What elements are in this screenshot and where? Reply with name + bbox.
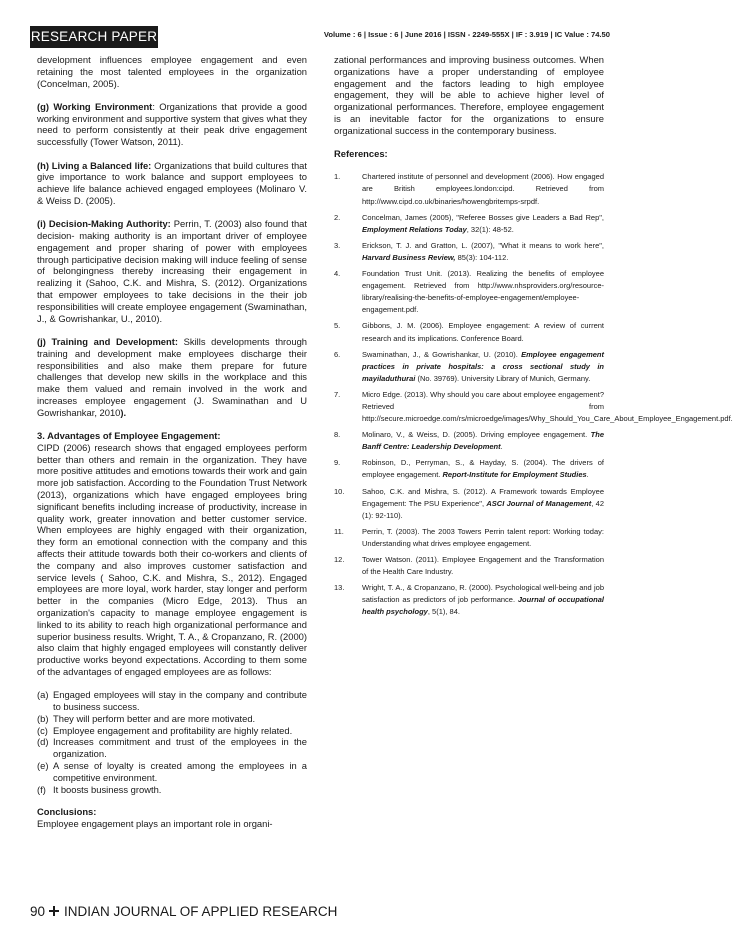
reference-item bbox=[334, 171, 604, 207]
list-text: It boosts business growth. bbox=[53, 783, 162, 795]
reference-text: Sahoo, C.K. and Mishra, S. (2012). A Framework towards Employee Engagement: The PSU Experience", bbox=[362, 486, 604, 508]
advantages-list bbox=[37, 689, 307, 795]
reference-text: Robinson, D., Perryman, S., & Hayday, S. (2004). The drivers of employee engagement. bbox=[362, 458, 604, 480]
reference-item bbox=[334, 389, 733, 425]
reference-source: Harvard Business Review, bbox=[362, 252, 456, 262]
references-title: References: bbox=[334, 148, 388, 160]
reference-tail: . bbox=[500, 442, 503, 452]
reference-text: Molinaro, V., & Weiss, D. (2005). Driving employee engagement. bbox=[362, 430, 591, 440]
reference-text: Chartered institute of personnel and development (2006). How engaged are British employees.london:cipd. Retrieved from http://www.cipd.co.uk/binaries/howengbritemps-srpdf. bbox=[362, 172, 604, 206]
conclusions-title: Conclusions: bbox=[37, 806, 97, 818]
page-number: 90 bbox=[30, 904, 46, 919]
list-text: They will perform better and are more motivated. bbox=[53, 712, 256, 724]
paragraph-text: Organizations that build cultures that give importance to work balance and support employees to achieve life balance achieved engaged employees (Molinaro V. & Weiss D. (2005). bbox=[37, 159, 307, 206]
paragraph-text: : Organizations that provide a good working environment and supportive system that gives what they need to perform consistently at their peak drive engagement successfully (Tower Watson, 2011). bbox=[37, 100, 307, 148]
reference-text: Swaminathan, J., & Gowrishankar, U. (2010). bbox=[362, 349, 522, 359]
reference-number: 13. bbox=[334, 583, 345, 593]
reference-number: 9. bbox=[334, 458, 341, 468]
reference-text: Micro Edge. (2013). Why should you care about employee engagement? Retrieved from http://secure.microedge.com/rs/microedge/images/Why_Should_You_Care_About_Employee_Engagement.pdf. bbox=[362, 389, 733, 424]
list-item bbox=[37, 689, 307, 713]
references-list bbox=[334, 171, 733, 618]
section-title: 3. Advantages of Employee Engagement: bbox=[37, 430, 221, 442]
reference-number: 1. bbox=[334, 172, 341, 182]
reference-number: 5. bbox=[334, 321, 341, 331]
cross-icon bbox=[49, 906, 59, 916]
reference-number: 8. bbox=[334, 430, 341, 440]
reference-item bbox=[334, 268, 604, 316]
section-heading bbox=[37, 430, 307, 442]
page-header bbox=[30, 26, 616, 48]
list-item bbox=[37, 784, 307, 796]
journal-meta: Volume : 6 | Issue : 6 | June 2016 | ISSN - 2249-555X | IF : 3.919 | IC Value : 74.50 bbox=[323, 30, 610, 39]
list-item bbox=[37, 736, 307, 760]
reference-number: 6. bbox=[334, 349, 341, 359]
section-tag: RESEARCH PAPER bbox=[30, 26, 158, 48]
paragraph-text: Skills developments through training and development make employees discharge their responsibilities and also make them prepare for future challenges that develop new skills in the workplace and this make them valued and remain involved in the work and increases employee engagement (J. Swaminathan and U Gowrishankar, 2010 bbox=[37, 335, 308, 418]
reference-tail: , 32(1): 48-52. bbox=[466, 224, 514, 234]
reference-item bbox=[334, 554, 604, 578]
list-item bbox=[37, 725, 307, 737]
list-marker: (d) bbox=[37, 736, 49, 748]
reference-tail: (No. 39769). University Library of Munich, Germany. bbox=[415, 373, 591, 383]
paragraph-training bbox=[37, 336, 307, 419]
reference-item bbox=[334, 486, 604, 522]
paragraph: zational performances and improving business outcomes. When organizations have a proper understanding of employee engagement and the factors leading to high employee engagement, they will be able to achieve higher level of organizational performances. Therefore, employee engagement is an inevitable factor for the organizations to ensure organizational success in the contemporary business. bbox=[334, 54, 604, 136]
reference-source: Journal of occupational health psychology bbox=[362, 595, 605, 617]
left-column bbox=[37, 54, 307, 830]
paragraph-balanced-life bbox=[37, 160, 307, 207]
list-text: Employee engagement and profitability are highly related. bbox=[53, 724, 293, 736]
page-footer bbox=[30, 902, 620, 922]
reference-item bbox=[334, 526, 604, 550]
reference-number: 7. bbox=[334, 389, 341, 399]
reference-number: 2. bbox=[334, 212, 341, 222]
reference-item bbox=[334, 240, 604, 264]
reference-number: 12. bbox=[334, 555, 345, 564]
list-item bbox=[37, 713, 307, 725]
reference-item bbox=[334, 582, 604, 618]
reference-tail: 85(3): 104-112. bbox=[455, 252, 509, 262]
list-marker: (b) bbox=[37, 712, 49, 724]
list-text: A sense of loyalty is created among the employees in a competitive environment. bbox=[53, 760, 307, 783]
paragraph-conclusions: Employee engagement plays an important role in organi- bbox=[37, 818, 273, 830]
paragraph-lead: (h) Living a Balanced life: bbox=[37, 159, 152, 171]
reference-tail: , 42 (1): 92-110). bbox=[362, 498, 604, 520]
journal-name: INDIAN JOURNAL OF APPLIED RESEARCH bbox=[64, 904, 338, 919]
list-item bbox=[37, 760, 307, 784]
reference-number: 11. bbox=[334, 526, 344, 536]
paragraph-lead: (g) Working Environment bbox=[37, 100, 153, 112]
list-marker: (a) bbox=[37, 689, 49, 701]
reference-text: Foundation Trust Unit. (2013). Realizing the benefits of employee engagement. Retrieved from http://www.nhsproviders.org/resource-library/realising-the-benefits-of-employee-engagement/employee-engagement.pdf. bbox=[362, 269, 604, 315]
reference-item bbox=[334, 457, 604, 481]
reference-item bbox=[334, 320, 604, 344]
section-heading bbox=[37, 806, 307, 818]
reference-item bbox=[334, 212, 604, 236]
reference-number: 10. bbox=[334, 486, 345, 496]
reference-text: Wright, T. A., & Cropanzano, R. (2000). Psychological well-being and job satisfaction as predictors of job performance. bbox=[362, 583, 604, 605]
reference-item bbox=[334, 429, 604, 453]
paragraph-working-environment bbox=[37, 101, 307, 148]
paragraph-text: Perrin, T. (2003) also found that decision- making authority is an important driver of employee engagement and proper sharing of power with employees through participative decision making will induce feeling of sense of belongingness thereby increasing their engagement in realizing it (Sahoo, C.K. and Mishra, S. (2012). Organizations that empower employees to take decisions in the their job responsibilities will create employee engagement (Swaminathan, J., & Gowrishankar, U., 2010). bbox=[37, 218, 307, 324]
list-text: Increases commitment and trust of the employees in the organization. bbox=[53, 736, 307, 760]
list-text: Engaged employees will stay in the company and contribute to business success. bbox=[53, 689, 307, 713]
reference-item bbox=[334, 349, 604, 385]
reference-number: 3. bbox=[334, 240, 341, 250]
reference-source: Employment Relations Today bbox=[362, 224, 467, 234]
paragraph-end: ). bbox=[120, 406, 127, 418]
reference-text: Perrin, T. (2003). The 2003 Towers Perrin talent report: Working today: Understanding what drives employee engagement. bbox=[362, 526, 604, 548]
reference-text: Gibbons, J. M. (2006). Employee engagement: A review of current research and its implications. Conference Board. bbox=[362, 321, 604, 343]
list-marker: (e) bbox=[37, 760, 49, 772]
reference-source: The Banff Centre: Leadership Development bbox=[362, 430, 604, 452]
reference-tail: , 5(1), 84. bbox=[427, 607, 460, 617]
reference-source: Employee engagement practices in private hospitals: a cross sectional study in mayiladuthurai bbox=[362, 349, 604, 383]
paragraph-lead: (j) Training and Development: bbox=[37, 335, 178, 347]
reference-text: Tower Watson. (2011). Employee Engagement and the Transformation of the Health Care Industry. bbox=[362, 555, 604, 577]
reference-source: Report-Institute for Employment Studies bbox=[442, 470, 587, 480]
list-marker: (c) bbox=[37, 724, 48, 736]
reference-source: ASCI Journal of Management bbox=[486, 498, 592, 508]
right-column bbox=[334, 54, 733, 622]
reference-number: 4. bbox=[334, 269, 341, 279]
paragraph-advantages: CIPD (2006) research shows that engaged employees perform better than others and remain in the organization. They have more positive attitudes and emotions towards their work and gain more job satisfaction. According to the Foundation Trust Network (2013), organizations which have engaged employees bring significant benefits including increase of productivity, increase in quality work, greater innovation and better customer service. When employees are highly engaged with their organization, they form an emotional connection with the company and this affects their attitude towards both their co-workers and clients of the company and also improves customer satisfaction and service levels ( Sahoo, C.K. and Mishra, S., 2012). Engaged employees are more loyal, work harder, stay longer and perform better in the companies (Micro Edge, 2013). Thus an organization's capacity to manage employee engagement is linked to its ability to reach high organizational performance and superior business results. Wright, T. A., & Cropanzano, R. (2000) also claim that highly engaged employees will constantly deliver productive works beyond expectations. According to them some of the advantages of engaged employees are as follows: bbox=[37, 441, 307, 677]
reference-tail: . bbox=[586, 470, 589, 480]
reference-text: Concelman, James (2005), "Referee Bosses give Leaders a Bad Rep", bbox=[362, 212, 604, 222]
reference-text: Erickson, T. J. and Gratton, L. (2007), "What it means to work here", bbox=[362, 240, 604, 250]
paragraph-decision-making bbox=[37, 218, 307, 324]
list-marker: (f) bbox=[37, 783, 46, 795]
paragraph-lead: (i) Decision-Making Authority: bbox=[37, 218, 171, 230]
paragraph: development influences employee engagement and even retaining the most talented employees in the organization (Concelman, 2005). bbox=[37, 54, 307, 89]
